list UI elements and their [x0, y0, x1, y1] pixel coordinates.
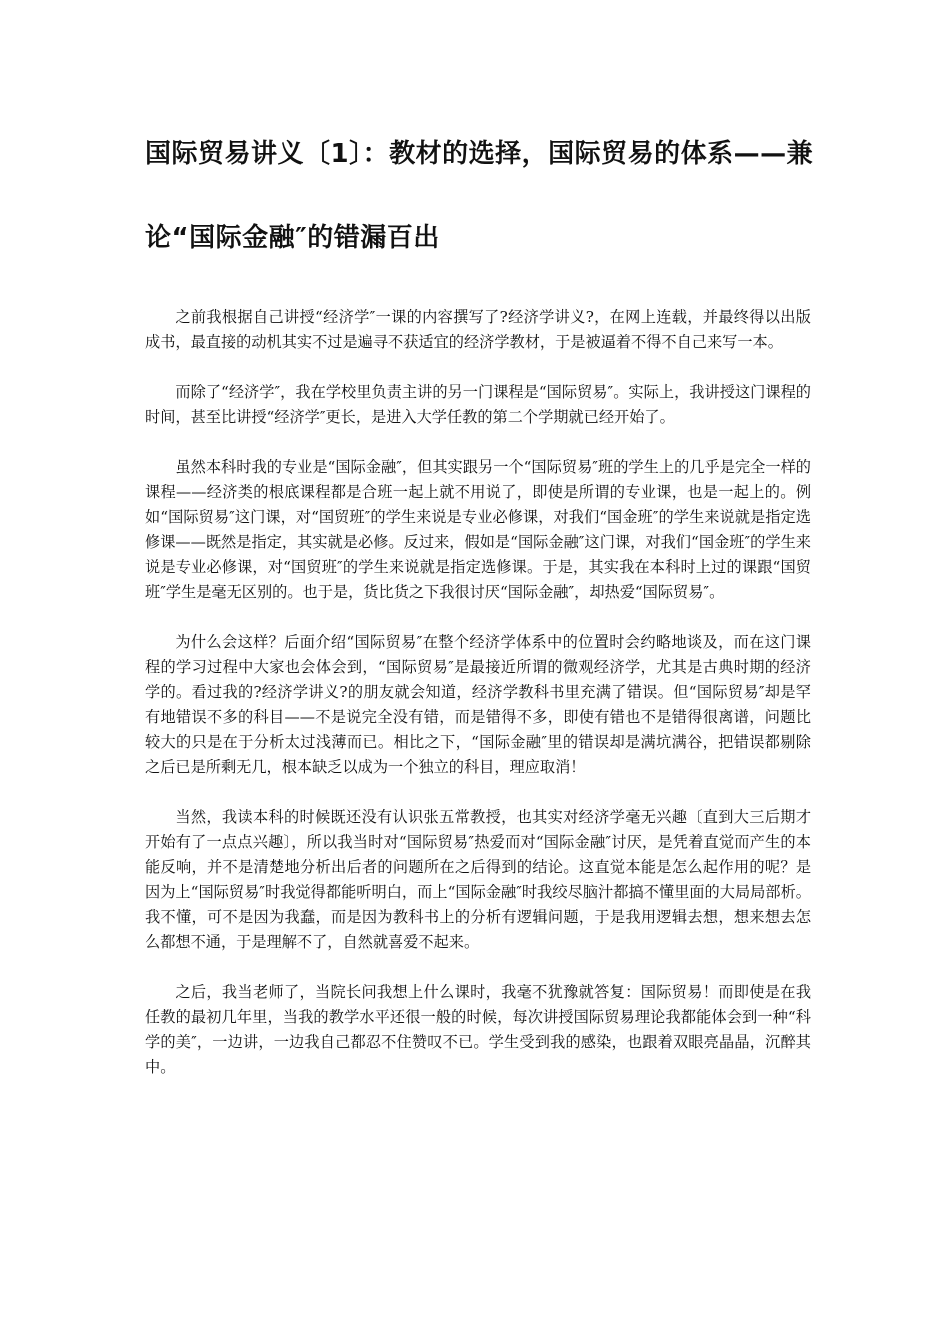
- paragraph-4: 为什么会这样？后面介绍“国际贸易″在整个经济学体系中的位置时会约略地谈及，而在这门课程的学习过程中大家也会体会到，“国际贸易″是最接近所谓的微观经济学，尤其是古典时期的经济学的。看过我的?经济学讲义?的朋友就会知道，经济学教科书里充满了错误。但“国际贸易″却是罕有地错误不多的科目——不是说完全没有错，而是错得不多，即使有错也不是错得很离谱，问题比较大的只是在于分析太过浅薄而已。相比之下，“国际金融″里的错误却是满坑满谷，把错误都剔除之后已是所剩无几，根本缺乏以成为一个独立的科目，理应取消！: [145, 633, 811, 776]
- paragraph-6: 之后，我当老师了，当院长问我想上什么课时，我毫不犹豫就答复：国际贸易！而即使是在我任教的最初几年里，当我的教学水平还很一般的时候，每次讲授国际贸易理论我都能体会到一种“科学的美″，一边讲，一边我自己都忍不住赞叹不已。学生受到我的感染，也跟着双眼亮晶晶，沉醉其中。: [145, 983, 811, 1076]
- paragraph-3: 虽然本科时我的专业是“国际金融″，但其实跟另一个“国际贸易″班的学生上的几乎是完全一样的课程——经济类的根底课程都是合班一起上就不用说了，即使是所谓的专业课，也是一起上的。例如“国际贸易″这门课，对“国贸班″的学生来说是专业必修课，对我们“国金班″的学生来说就是指定选修课——既然是指定，其实就是必修。反过来，假如是“国际金融″这门课，对我们“国金班″的学生来说是专业必修课，对“国贸班″的学生来说就是指定选修课。于是，其实我在本科时上过的课跟“国贸班″学生是毫无区别的。也于是，货比货之下我很讨厌“国际金融″，却热爱“国际贸易″。: [145, 458, 811, 601]
- paragraph-1: 之前我根据自己讲授“经济学″一课的内容撰写了?经济学讲义?，在网上连载，并最终得以出版成书，最直接的动机其实不过是遍寻不获适宜的经济学教材，于是被逼着不得不自己来写一本。: [145, 308, 811, 351]
- paragraph-5: 当然，我读本科的时候既还没有认识张五常教授，也其实对经济学毫无兴趣〔直到大三后期才开始有了一点点兴趣〕，所以我当时对“国际贸易″热爱而对“国际金融″讨厌，是凭着直觉而产生的本能反响，并不是清楚地分析出后者的问题所在之后得到的结论。这直觉本能是怎么起作用的呢？是因为上“国际贸易″时我觉得都能听明白，而上“国际金融″时我绞尽脑汁都搞不懂里面的大局局部析。我不懂，可不是因为我蠢，而是因为教科书上的分析有逻辑问题，于是我用逻辑去想，想来想去怎么都想不通，于是理解不了，自然就喜爱不起来。: [145, 808, 811, 951]
- document-title-line-1: 国际贸易讲义〔1〕：教材的选择，国际贸易的体系——兼: [145, 139, 814, 169]
- document-title-line-2: 论“国际金融″的错漏百出: [145, 223, 440, 253]
- document-body: [145, 305, 811, 1105]
- paragraph-2: 而除了“经济学″，我在学校里负责主讲的另一门课程是“国际贸易″。实际上，我讲授这门课程的时间，甚至比讲授“经济学″更长，是进入大学任教的第二个学期就已经开始了。: [145, 383, 811, 426]
